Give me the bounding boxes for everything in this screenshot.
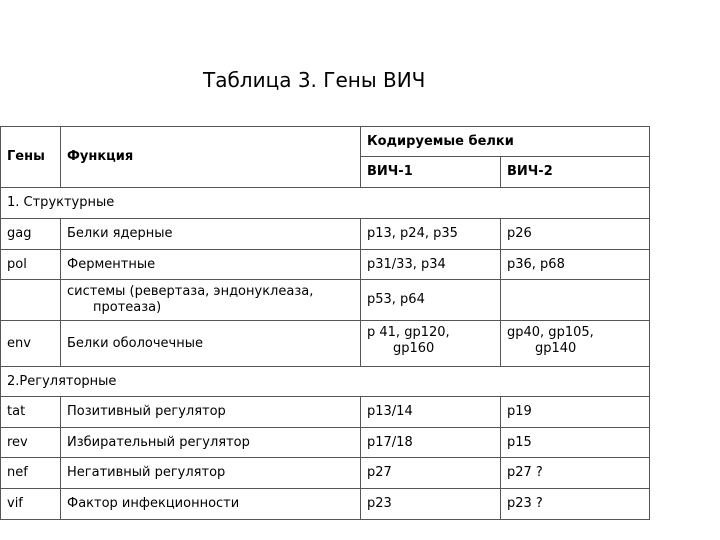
hiv2-line: gp140	[535, 341, 577, 356]
hiv2-cell: p15	[501, 428, 650, 458]
table-row	[1, 250, 650, 280]
gene-cell: nef	[1, 458, 61, 489]
function-cell: Негативный регулятор	[61, 458, 361, 489]
hiv1-line: p 41, gp120,	[367, 325, 450, 340]
gene-cell: rev	[1, 428, 61, 458]
table-row	[1, 428, 650, 458]
hiv2-cell	[501, 280, 650, 321]
header-hiv1: ВИЧ-1	[361, 157, 501, 188]
hiv2-cell: p19	[501, 397, 650, 428]
function-line: системы (ревертаза, эндонуклеаза,	[67, 284, 314, 299]
table-row	[1, 489, 650, 520]
hiv1-cell: p23	[361, 489, 501, 520]
function-cell: Белки оболочечные	[61, 321, 361, 367]
function-cell	[61, 280, 361, 321]
header-hiv2: ВИЧ-2	[501, 157, 650, 188]
hiv1-cell: p53, p64	[361, 280, 501, 321]
table-row	[1, 397, 650, 428]
table-row	[1, 458, 650, 489]
hiv1-cell: p13/14	[361, 397, 501, 428]
hiv2-cell	[501, 321, 650, 367]
function-cell: Белки ядерные	[61, 219, 361, 250]
hiv1-cell: p31/33, p34	[361, 250, 501, 280]
hiv2-cell: p26	[501, 219, 650, 250]
gene-cell: pol	[1, 250, 61, 280]
section-row	[1, 188, 650, 219]
table-row	[1, 280, 650, 321]
gene-cell: gag	[1, 219, 61, 250]
hiv1-cell: p27	[361, 458, 501, 489]
hiv1-line: gp160	[393, 341, 435, 356]
section-structural: 1. Структурные	[1, 188, 650, 219]
hiv2-cell: p36, p68	[501, 250, 650, 280]
hiv1-cell: p17/18	[361, 428, 501, 458]
function-cell: Фактор инфекционности	[61, 489, 361, 520]
hiv2-line: gp40, gp105,	[507, 325, 594, 340]
gene-cell: tat	[1, 397, 61, 428]
hiv2-cell: p27 ?	[501, 458, 650, 489]
hiv1-cell	[361, 321, 501, 367]
function-cell: Позитивный регулятор	[61, 397, 361, 428]
function-line: протеаза)	[93, 300, 162, 315]
header-encoded-proteins: Кодируемые белки	[361, 127, 650, 157]
table-row	[1, 219, 650, 250]
gene-cell	[1, 280, 61, 321]
table-row	[1, 321, 650, 367]
hiv1-cell: p13, p24, p35	[361, 219, 501, 250]
section-regulatory: 2.Регуляторные	[1, 367, 650, 397]
gene-cell: env	[1, 321, 61, 367]
hiv2-cell: p23 ?	[501, 489, 650, 520]
section-row	[1, 367, 650, 397]
header-function: Функция	[61, 127, 361, 188]
gene-cell: vif	[1, 489, 61, 520]
header-genes: Гены	[1, 127, 61, 188]
header-row	[1, 127, 650, 157]
function-cell: Ферментные	[61, 250, 361, 280]
page-title: Таблица 3. Гены ВИЧ	[203, 68, 426, 92]
hiv-genes-table	[0, 126, 650, 520]
function-cell: Избирательный регулятор	[61, 428, 361, 458]
